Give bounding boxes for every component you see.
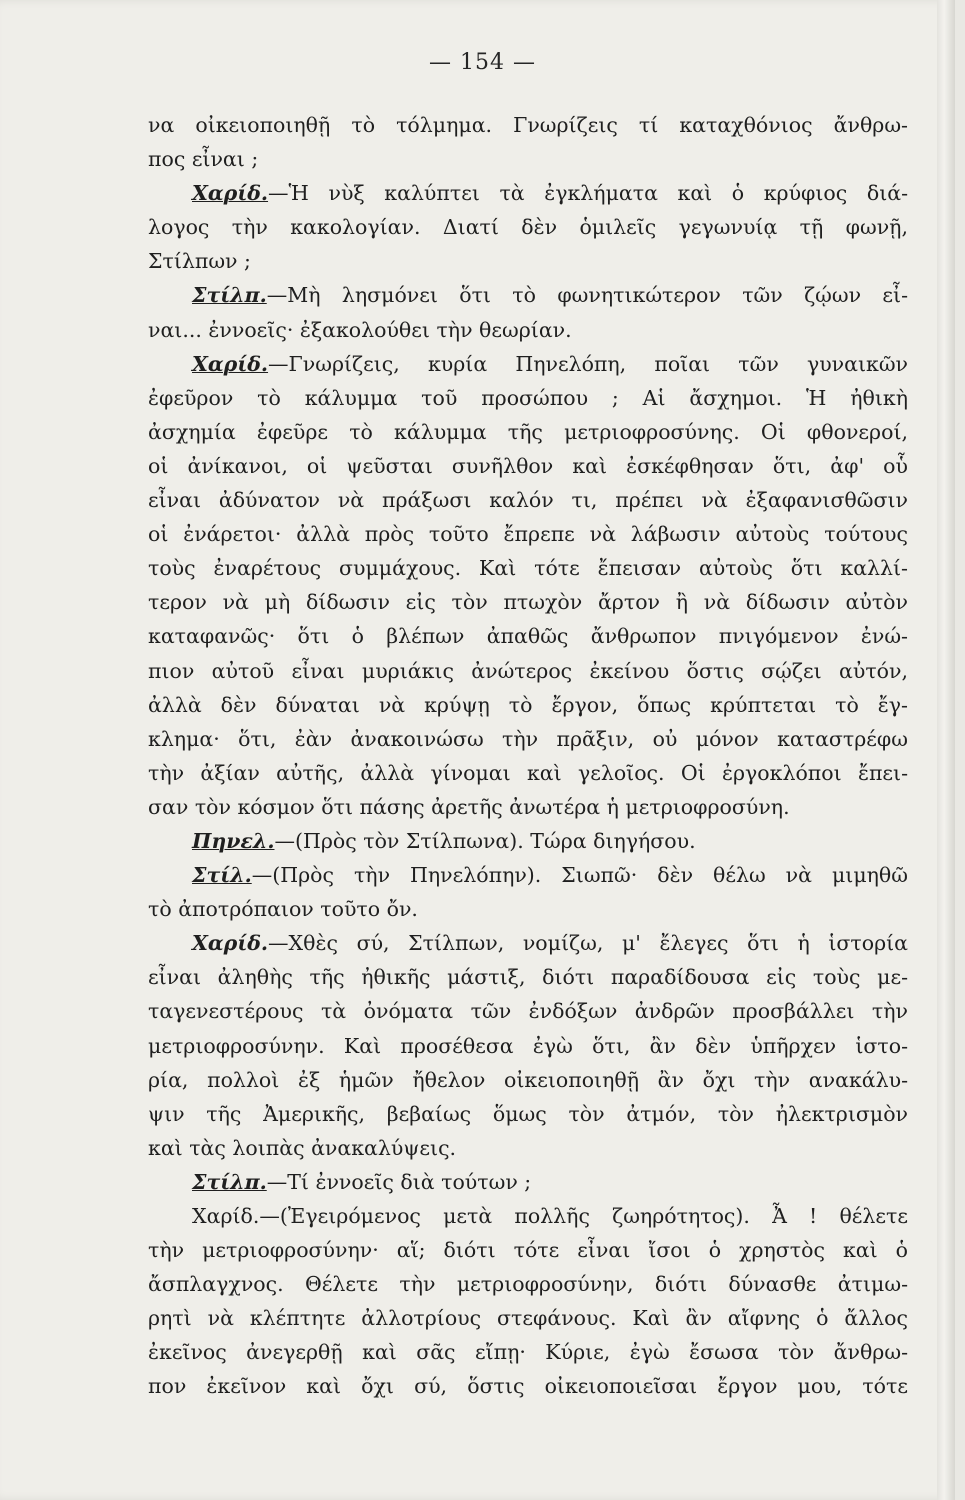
dialogue-line: Στίλπ.—Μὴ λησμόνει ὅτι τὸ φωνητικώτερον τῶν ζῴων εἶ- [192,283,908,308]
text-line: καὶ τὰς λοιπὰς ἀνακαλύψεις. [148,1135,457,1160]
text-line: ψιν τῆς Ἀμερικῆς, βεβαίως ὅμως τὸν ἀτμόν, τὸν ἠλεκτρισμὸν [148,1101,908,1126]
dialogue-line: Στίλ.—(Πρὸς τὴν Πηνελόπην). Σιωπῶ· δὲν θέλω νὰ μιμηθῶ [192,863,908,888]
speaker-name: Στίλπ. [192,283,267,308]
text-line: πιον αὐτοῦ εἶναι μυριάκις ἀνώτερος ἐκείνου ὅστις σῴζει αὐτόν, [148,658,908,683]
text-line: οἱ ἐνάρετοι· ἀλλὰ πρὸς τοῦτο ἔπρεπε νὰ λάβωσιν αὐτοὺς τούτους [148,522,908,547]
text-line: μετριοφροσύνην. Καὶ προσέθεσα ἐγὼ ὅτι, ἂν δὲν ὑπῆρχεν ἱστο- [148,1033,908,1058]
text-line: σαν τὸν κόσμον ὅτι πάσης ἀρετῆς ἀνωτέρα ἡ μετριοφροσύνη. [148,794,790,819]
text-line: πος εἶναι ; [148,147,259,172]
text-line: οἱ ἀνίκανοι, οἱ ψεῦσται συνῆλθον καὶ ἐσκέφθησαν ὅτι, ἀφ' οὗ [148,453,908,478]
text-line: τὴν ἀξίαν αὐτῆς, ἀλλὰ γίνομαι καὶ γελοῖος. Οἱ ἐργοκλόποι ἔπει- [148,760,908,785]
text-line: τὸ ἀποτρόπαιον τοῦτο ὄν. [148,897,418,922]
speaker-name: Χαρίδ. [192,351,269,376]
dialogue-line: Χαρίδ.—(Ἐγειρόμενος μετὰ πολλῆς ζωηρότητος). Ἆ ! θέλετε [192,1204,908,1228]
text-line: πον ἐκεῖνον καὶ ὄχι σύ, ὅστις οἰκειοποιεῖσαι ἔργον μου, τότε [148,1374,908,1399]
text-line: να οἰκειοποιηθῇ τὸ τόλμημα. Γνωρίζεις τί καταχθόνιος ἄνθρω- [148,113,908,137]
dialogue-line: Χαρίδ.—Χθὲς σύ, Στίλπων, νομίζω, μ' ἔλεγες ὅτι ἡ ἱστορία [192,931,908,956]
text-line: τερον νὰ μὴ δίδωσιν εἰς τὸν πτωχὸν ἄρτον ἢ νὰ δίδωσιν αὐτὸν [148,590,908,615]
text-line: ἀλλὰ δὲν δύναται νὰ κρύψῃ τὸ ἔργον, ὅπως κρύπτεται τὸ ἔγ- [148,692,908,717]
body-text [148,108,908,1404]
page-number: — 154 — [429,50,536,75]
speaker-name: Χαρίδ. [192,931,269,956]
text-line: ἀσχημία ἐφεῦρε τὸ κάλυμμα τῆς μετριοφροσύνης. Οἱ φθονεροί, [148,419,908,444]
text-line: εἶναι ἀληθὴς τῆς ἠθικῆς μάστιξ, διότι παραδίδουσα εἰς τοὺς με- [148,965,908,990]
dialogue-line: Στίλπ.—Τί ἐννοεῖς διὰ τούτων ; [192,1169,532,1194]
speaker-name: Πηνελ. [192,828,275,853]
text-line: ἐφεῦρον τὸ κάλυμμα τοῦ προσώπου ; Αἱ ἄσχημοι. Ἡ ἠθικὴ [148,385,908,410]
page-edge [937,0,955,1500]
text-line: λογος τὴν κακολογίαν. Διατί δὲν ὁμιλεῖς γεγωνυίᾳ τῇ φωνῇ, [148,215,908,240]
text-line: ταγενεστέρους τὰ ὀνόματα τῶν ἐνδόξων ἀνδρῶν προσβάλλει τὴν [148,999,908,1024]
dialogue-line: Πηνελ.—(Πρὸς τὸν Στίλπωνα). Τώρα διηγήσου. [192,828,696,853]
text-line: τοὺς ἐναρέτους συμμάχους. Καὶ τότε ἔπεισαν αὐτοὺς ὅτι καλλί- [148,556,908,581]
text-line: Στίλπων ; [148,249,251,274]
text-line: ἐκεῖνος ἀνεγερθῇ καὶ σᾶς εἴπῃ· Κύριε, ἐγὼ ἔσωσα τὸν ἄνθρω- [148,1340,908,1365]
dialogue-line: Χαρίδ.—Ἡ νὺξ καλύπτει τὰ ἐγκλήματα καὶ ὁ κρύφιος διά- [192,181,908,206]
dialogue-line: Χαρίδ.—Γνωρίζεις, κυρία Πηνελόπη, ποῖαι τῶν γυναικῶν [192,351,908,376]
text-line: κλημα· ὅτι, ἐὰν ἀνακοινώσω τὴν πρᾶξιν, οὐ μόνον καταστρέφω [148,726,908,751]
speaker-name: Χαρίδ. [192,181,269,206]
text-line: ναι... ἐννοεῖς· ἐξακολούθει τὴν θεωρίαν. [148,317,572,342]
text-line: τὴν μετριοφροσύνην· αἵ; διότι τότε εἶναι ἴσοι ὁ χρηστὸς καὶ ὁ [148,1238,908,1263]
text-line: ρία, πολλοὶ ἐξ ἡμῶν ἤθελον οἰκειοποιηθῇ ἂν ὄχι τὴν ανακάλυ- [148,1067,908,1092]
text-line: ρητὶ νὰ κλέπτητε ἀλλοτρίους στεφάνους. Καὶ ἂν αἴφνης ὁ ἄλλος [148,1306,908,1331]
speaker-name: Στίλ. [192,863,252,888]
text-line: εἶναι ἀδύνατον νὰ πράξωσι καλόν τι, πρέπει νὰ ἐξαφανισθῶσιν [148,488,908,513]
text-line: ἄσπλαγχνος. Θέλετε τὴν μετριοφροσύνην, διότι δύνασθε ἀτιμω- [148,1272,908,1297]
text-line: καταφανῶς· ὅτι ὁ βλέπων ἀπαθῶς ἄνθρωπον πνιγόμενον ἐνώ- [148,624,908,649]
speaker-name: Στίλπ. [192,1169,267,1194]
